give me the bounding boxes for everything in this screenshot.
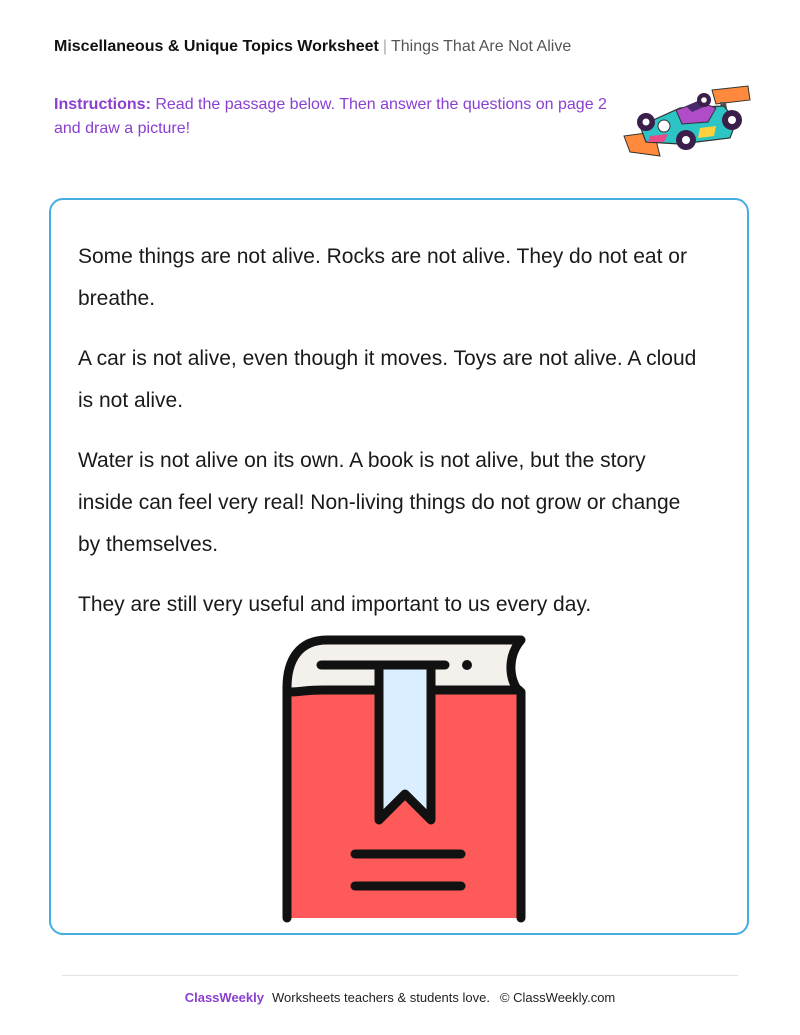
footer-divider: [62, 975, 738, 976]
instructions-label: Instructions:: [54, 96, 151, 113]
footer-brand: ClassWeekly: [184, 990, 264, 1005]
reading-passage: [78, 236, 698, 644]
passage-box: [49, 198, 749, 935]
footer: [0, 990, 800, 1005]
footer-tagline: Worksheets teachers & students love.: [271, 990, 490, 1005]
book-icon: [277, 632, 531, 924]
passage-paragraph: Water is not alive on its own. A book is not alive, but the story inside can feel very real! Non-living things do not grow or change by themselves.: [78, 449, 681, 556]
worksheet-title: Miscellaneous & Unique Topics Worksheet: [54, 38, 379, 55]
footer-copyright: © ClassWeekly.com: [499, 990, 616, 1005]
race-car-icon: [620, 82, 754, 162]
worksheet-subtitle: Things That Are Not Alive: [390, 38, 572, 55]
header-separator: |: [382, 38, 387, 55]
instructions-text: Read the passage below. Then answer the questions on page 2 and draw a picture!: [54, 96, 607, 137]
passage-paragraph: A car is not alive, even though it moves. Toys are not alive. A cloud is not alive.: [78, 347, 697, 412]
instructions: [54, 93, 614, 141]
worksheet-header: [54, 38, 571, 56]
passage-paragraph: They are still very useful and important to us every day.: [78, 593, 592, 616]
passage-paragraph: Some things are not alive. Rocks are not alive. They do not eat or breathe.: [78, 245, 687, 310]
